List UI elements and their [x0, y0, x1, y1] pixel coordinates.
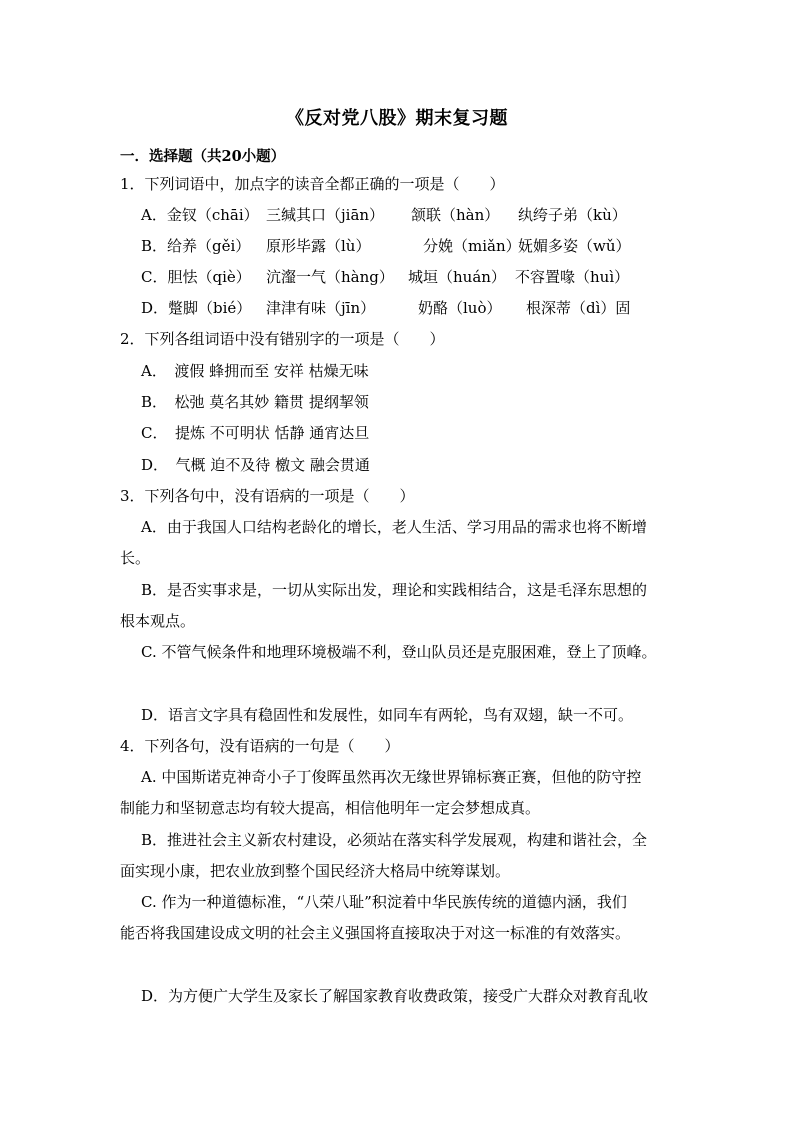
question-3-option-a: A．由于我国人口结构老龄化的增长，老人生活、学习用品的需求也将不断增 [141, 518, 647, 536]
option-item: B．给养（gěi） [141, 237, 251, 255]
question-3-option-d: D．语言文字具有稳固性和发展性，如同车有两轮，鸟有双翅，缺一不可。 [141, 706, 634, 724]
question-3-option-b-cont: 根本观点。 [120, 612, 196, 630]
option-item: 津津有味（jīn） [266, 299, 376, 317]
option-item: 三缄其口（jiān） [266, 206, 385, 224]
question-2-stem: 2．下列各组词语中没有错别字的一项是（ ） [120, 330, 445, 348]
option-item: 原形毕露（lù） [266, 237, 371, 255]
option-item: 颔联（hàn） [411, 206, 500, 224]
option-item: 分娩（miǎn） [423, 237, 521, 255]
question-2-option-b: B． 松弛 莫名其妙 籍贯 提纲挈领 [141, 393, 369, 411]
option-item: 纨绔子弟（kù） [518, 206, 627, 224]
option-item: 城垣（huán） [408, 268, 506, 286]
option-item: 不容置喙（huì） [515, 268, 630, 286]
question-4-option-a: A. 中国斯诺克神奇小子丁俊晖虽然再次无缘世界锦标赛正赛，但他的防守控 [141, 768, 642, 786]
question-1-option-b [141, 236, 631, 256]
question-4-option-b-cont: 面实现小康，把农业放到整个国民经济大格局中统筹谋划。 [120, 862, 511, 880]
option-item: A．金钗（chāi） [141, 206, 259, 224]
question-4-stem: 4．下列各句，没有语病的一句是（ ） [120, 737, 400, 755]
question-1-option-c [141, 267, 629, 287]
option-item: D．蹩脚（bié） [141, 299, 252, 317]
option-item: 奶酪（luò） [418, 299, 502, 317]
option-item: 根深蒂（dì）固 [526, 299, 631, 317]
question-1-option-a [141, 205, 627, 225]
page-title: 《反对党八股》期末复习题 [286, 108, 508, 129]
question-3-option-b: B．是否实事求是，一切从实际出发，理论和实践相结合，这是毛泽东思想的 [141, 581, 648, 599]
question-4-option-b: B．推进社会主义新农村建设，必须站在落实科学发展观，构建和谐社会，全 [141, 831, 648, 849]
question-1-stem: 1．下列词语中，加点字的读音全都正确的一项是（ ） [120, 175, 505, 193]
option-item: 妩媚多姿（wǔ） [518, 237, 631, 255]
question-4-option-c-cont: 能否将我国建设成文明的社会主义强国将直接取决于对这一标准的有效落实。 [120, 924, 631, 942]
question-4-option-c: C. 作为一种道德标准，“八荣八耻”积淀着中华民族传统的道德内涵，我们 [141, 893, 627, 911]
question-4-option-d: D．为方便广大学生及家长了解国家教育收费政策，接受广大群众对教育乱收 [141, 987, 649, 1005]
question-4-option-a-cont: 制能力和坚韧意志均有较大提高，相信他明年一定会梦想成真。 [120, 799, 541, 817]
question-3-stem: 3．下列各句中，没有语病的一项是（ ） [120, 487, 415, 505]
question-3-option-a-cont: 长。 [120, 549, 151, 567]
question-2-option-a: A． 渡假 蜂拥而至 安祥 枯燥无味 [141, 362, 369, 380]
section-heading: 一．选择题（共20小题） [120, 148, 286, 165]
question-2-option-c: C． 提炼 不可明状 恬静 通宵达旦 [141, 424, 370, 442]
option-item: 沆瀣一气（hàng） [266, 268, 394, 286]
question-3-option-c: C. 不管气候条件和地理环境极端不利，登山队员还是克服困难，登上了顶峰。 [141, 643, 657, 661]
question-1-option-d [141, 298, 630, 318]
option-item: C．胆怯（qiè） [141, 268, 251, 286]
question-2-option-d: D． 气概 迫不及待 檄文 融会贯通 [141, 456, 370, 474]
